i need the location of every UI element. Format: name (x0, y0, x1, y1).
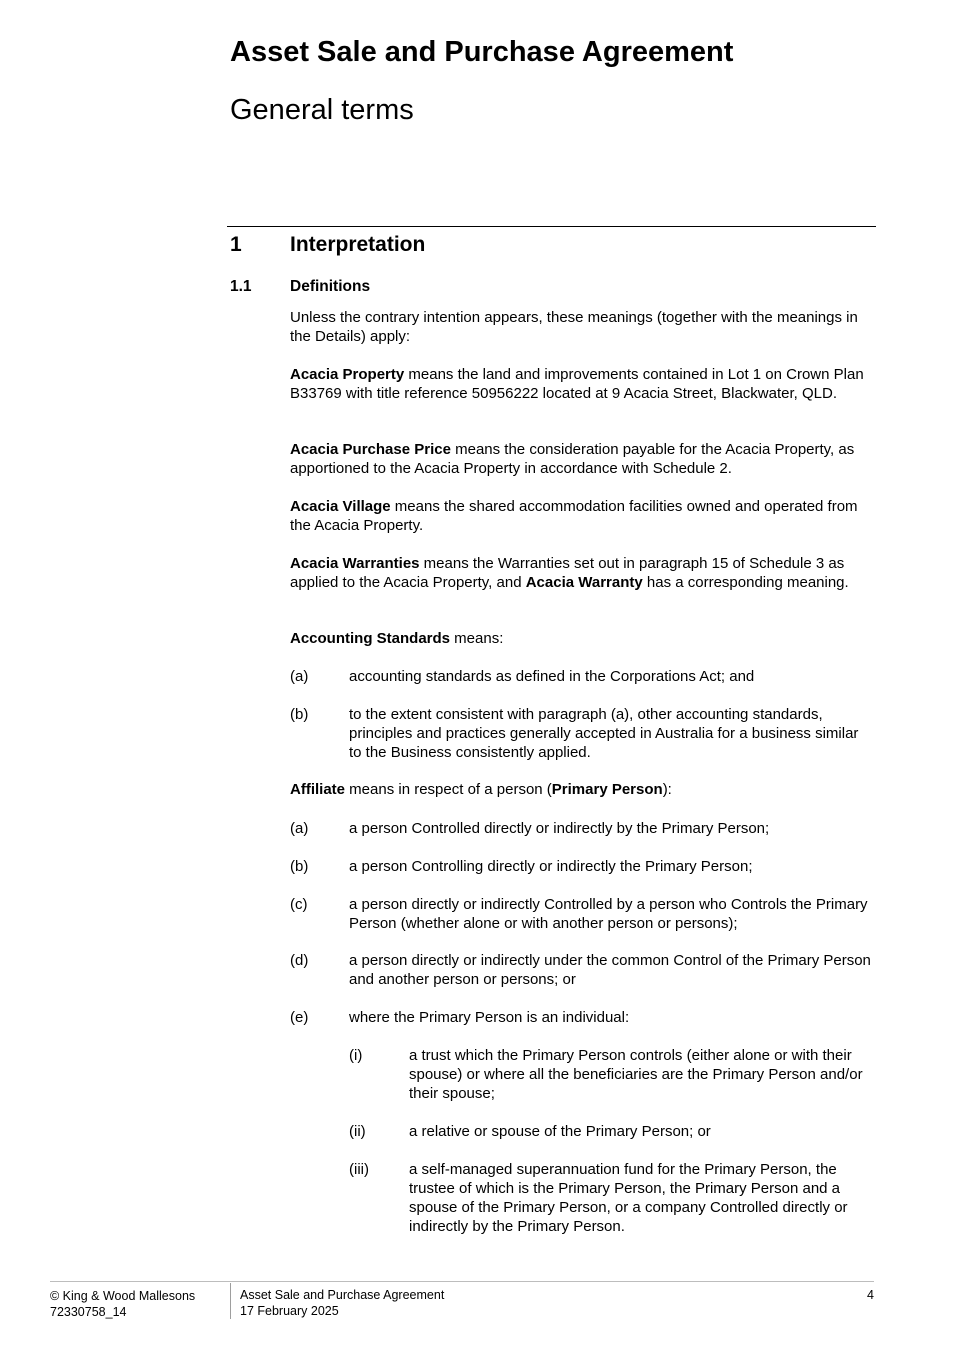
definitions-intro: Unless the contrary intention appears, these meanings (together with the meanings in the Details) apply: (290, 309, 858, 345)
definition-term-secondary: Primary Person (551, 781, 663, 798)
footer-doc-title: Asset Sale and Purchase Agreement (240, 1288, 445, 1302)
section-number: 1 (230, 233, 242, 256)
definition-term-secondary: Acacia Warranty (525, 574, 643, 591)
footer-copyright: © King & Wood Mallesons (50, 1289, 196, 1303)
definition-text: has a corresponding meaning. (642, 574, 849, 591)
definition-term: Acacia Purchase Price (290, 441, 451, 458)
definition-affiliate (290, 780, 878, 799)
sublist-item-label: (ii) (349, 1123, 366, 1140)
section-heading: Interpretation (290, 233, 426, 256)
footer-doc-id: 72330758_14 (50, 1305, 127, 1319)
definition-accounting-standards (290, 629, 878, 648)
footer-date: 17 February 2025 (240, 1304, 339, 1318)
list-item-text: a person directly or indirectly Controlled by a person who Controls the Primary Person (whether alone or with another person or persons); (349, 896, 868, 932)
list-item-label: (a) (290, 668, 309, 685)
sublist-item-text: a trust which the Primary Person controls (either alone or with their spouse) or where all the beneficiaries are the Primary Person and/or their spouse; (409, 1047, 863, 1102)
section-divider (227, 226, 876, 227)
definition-term: Accounting Standards (290, 630, 451, 647)
sublist-item-text: a relative or spouse of the Primary Person; or (409, 1123, 711, 1140)
list-item-text: accounting standards as defined in the Corporations Act; and (349, 668, 755, 685)
list-item-text: where the Primary Person is an individual: (349, 1009, 630, 1026)
subsection-number: 1.1 (230, 278, 252, 295)
definition-text: ): (662, 781, 672, 798)
definition-term: Acacia Village (290, 498, 391, 515)
list-item-text: to the extent consistent with paragraph (a), other accounting standards, principles and practices generally accepted in Australia for a business similar to the Business consistently applied. (349, 706, 859, 761)
definition-text: means the shared accommodation facilities owned and operated from the Acacia Property. (290, 498, 858, 534)
footer-divider (50, 1281, 874, 1282)
list-item-text: a person Controlling directly or indirectly the Primary Person; (349, 858, 753, 875)
sublist-item-label: (i) (349, 1047, 363, 1064)
definition-text: means the consideration payable for the Acacia Property, as apportioned to the Acacia Property in accordance with Schedule 2. (290, 441, 855, 477)
page-number: 4 (867, 1288, 874, 1302)
definition-text: means the land and improvements contained in Lot 1 on Crown Plan B33769 with title reference 50956222 located at 9 Acacia Street, Blackwater, QLD. (290, 366, 864, 402)
list-item-label: (a) (290, 820, 309, 837)
definition-term: Acacia Warranties (290, 555, 420, 572)
sublist-item-label: (iii) (349, 1161, 369, 1178)
sublist-item-text: a self-managed superannuation fund for the Primary Person, the trustee of which is the Primary Person, the Primary Person and a spouse of the Primary Person, or a company Controlled directly or indirectly by the Primary Person. (409, 1161, 848, 1235)
definition-term: Affiliate (290, 781, 346, 798)
footer-separator (230, 1283, 231, 1319)
definition-acacia-village (290, 497, 878, 535)
definition-acacia-purchase-price (290, 440, 878, 478)
subsection-heading: Definitions (290, 278, 371, 295)
list-item-label: (c) (290, 896, 308, 913)
definition-acacia-warranties (290, 554, 878, 592)
list-item-label: (e) (290, 1009, 309, 1026)
definition-text: means the Warranties set out in paragraph 15 of Schedule 3 as applied to the Acacia Property, and (290, 555, 845, 591)
definition-term: Acacia Property (290, 366, 405, 383)
definition-text: means in respect of a person ( (345, 781, 552, 798)
document-title: Asset Sale and Purchase Agreement (230, 36, 734, 68)
list-item-label: (b) (290, 706, 309, 723)
document-subtitle: General terms (230, 94, 414, 126)
list-item-label: (b) (290, 858, 309, 875)
definition-acacia-property (290, 365, 878, 403)
list-item-text: a person Controlled directly or indirectly by the Primary Person; (349, 820, 770, 837)
definition-text: means: (450, 630, 504, 647)
list-item-label: (d) (290, 952, 309, 969)
list-item-text: a person directly or indirectly under the common Control of the Primary Person and another person or persons; or (349, 952, 871, 988)
